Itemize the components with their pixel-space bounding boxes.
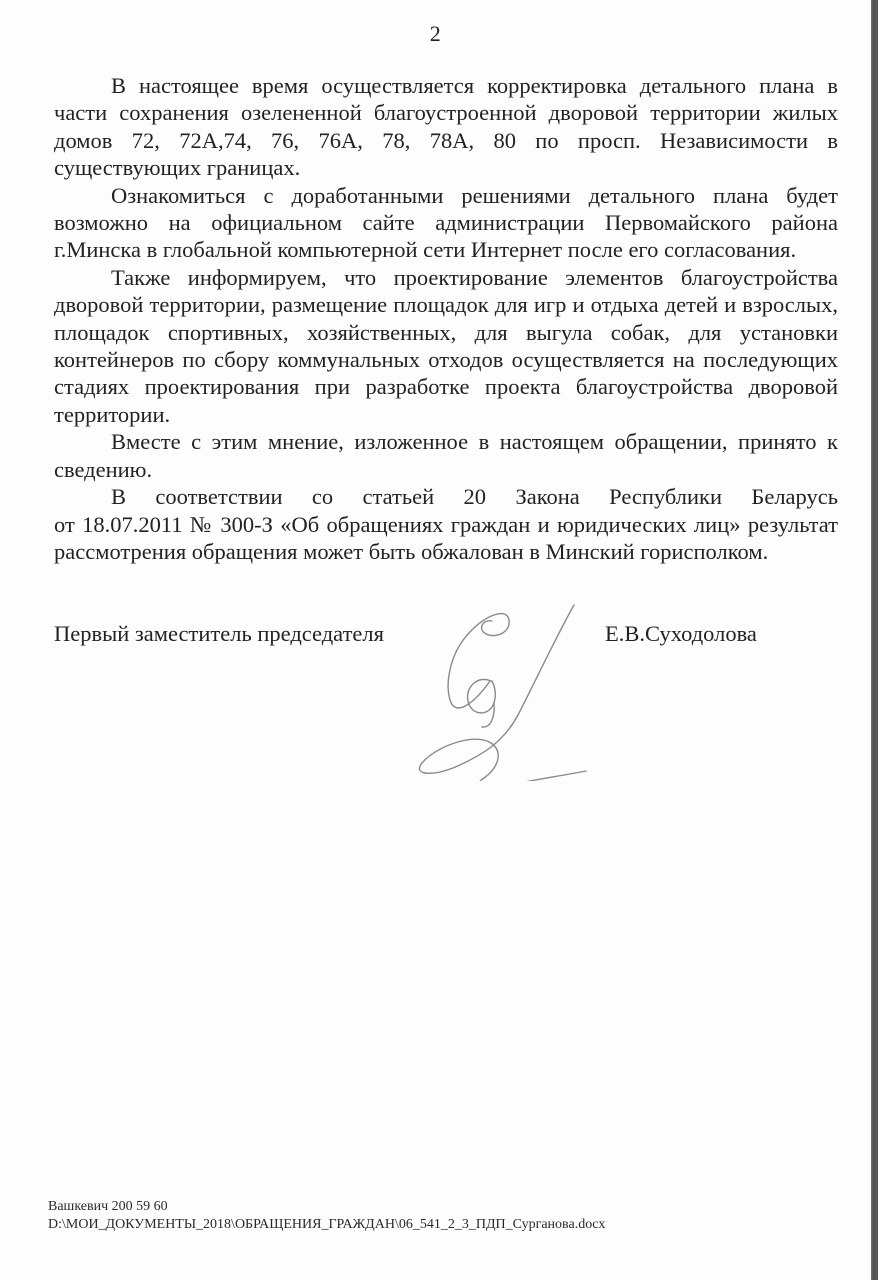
letter-body xyxy=(54,72,838,565)
scan-edge-artifact xyxy=(871,0,878,1280)
footer-file-path: D:\МОИ_ДОКУМЕНТЫ_2018\ОБРАЩЕНИЯ_ГРАЖДАН\06_541_2_3_ПДП_Сурганова.docx xyxy=(48,1217,606,1232)
paragraph-current-correction: В настоящее время осуществляется корректировка детального плана в части сохранения озелененной благоустроенной дворовой территории жилых домов 72, 72А,74, 76, 76А, 78, 78А, 80 по просп. Независимости в существующих границах. xyxy=(54,73,838,181)
signer-name: Е.В.Суходолова xyxy=(605,621,757,646)
paragraph-opinion-noted: Вместе с этим мнение, изложенное в настоящем обращении, принято к сведению. xyxy=(54,429,838,482)
signer-position-title: Первый заместитель председателя xyxy=(54,621,384,646)
paragraph-appeal-law: В соответствии со статьей 20 Закона Республики Беларусь от 18.07.2011 № 300-З «Об обращениях граждан и юридических лиц» результат рассмотрения обращения может быть обжалован в Минский горисполком. xyxy=(54,484,838,564)
footer-contact: Вашкевич 200 59 60 xyxy=(48,1199,168,1214)
page-number: 2 xyxy=(429,21,442,46)
paragraph-landscaping-design: Также информируем, что проектирование элементов благоустройства дворовой территории, размещение площадок для игр и отдыха детей и взрослых, площадок спортивных, хозяйственных, для выгула собак, для установки контейнеров по сбору коммунальных отходов осуществляется на последующих стадиях проектирования при разработке проекта благоустройства дворовой территории. xyxy=(54,264,838,427)
paragraph-website-info: Ознакомиться с доработанными решениями детального плана будет возможно на официальном сайте администрации Первомайского района г.Минска в глобальной компьютерной сети Интернет после его согласования. xyxy=(54,182,838,263)
handwritten-signature-image xyxy=(395,595,591,781)
footer xyxy=(48,1198,605,1234)
